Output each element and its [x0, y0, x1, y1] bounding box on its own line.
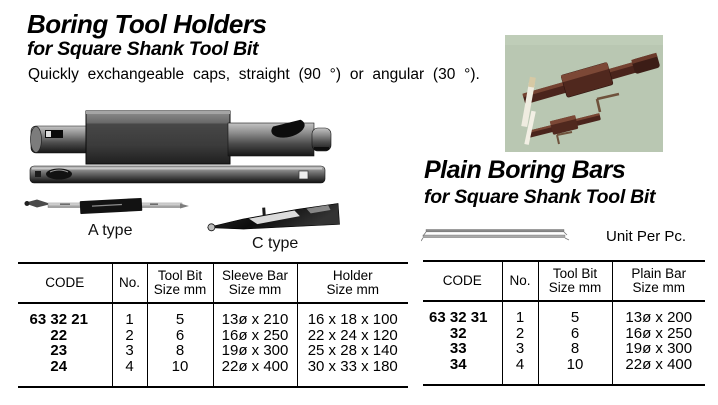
cell-plain-bar: 13ø x 200 — [612, 301, 705, 326]
col-header-line: Size mm — [548, 280, 602, 295]
plain-bars-title: Plain Boring Bars — [424, 156, 626, 184]
col-header-sleeve-bar — [213, 263, 297, 303]
col-header-line: Size mm — [228, 282, 282, 297]
plain-bars-drawing — [421, 226, 571, 244]
plain-bars-table — [423, 260, 705, 386]
col-header-line: Tool Bit — [552, 265, 598, 281]
product-photo-illustration — [505, 35, 663, 152]
cell-no: 1 — [112, 303, 147, 328]
unit-note: Unit Per Pc. — [606, 228, 687, 245]
cell-plain-bar: 22ø x 400 — [612, 357, 705, 386]
plain-bars-subtitle: for Square Shank Tool Bit — [424, 186, 656, 208]
table-row — [423, 301, 705, 326]
table-row — [18, 328, 408, 344]
cell-code: 63 32 31 — [429, 309, 488, 326]
cell-holder: 22 x 24 x 120 — [297, 328, 408, 344]
cell-tool-bit: 6 — [538, 326, 612, 342]
description-text: Quickly exchangeable caps, straight (90 °) or angular (30 °). — [28, 66, 480, 83]
table-row — [423, 357, 705, 386]
col-header-line: Size mm — [632, 280, 685, 295]
table-row — [423, 341, 705, 357]
table-row — [423, 326, 705, 342]
cell-no: 3 — [112, 343, 147, 359]
col-header-plain-bar — [612, 261, 705, 301]
col-header-no: No. — [112, 263, 147, 303]
a-type-label: A type — [88, 222, 133, 239]
col-header-tool-bit — [538, 261, 612, 301]
product-photo — [505, 35, 663, 152]
cell-sleeve-bar: 13ø x 210 — [213, 303, 297, 328]
col-header-code: CODE — [18, 263, 112, 303]
col-header-holder — [297, 263, 408, 303]
col-header-line: Sleeve Bar — [221, 267, 289, 283]
cell-code: 22 — [50, 326, 68, 344]
cell-code: 63 32 21 — [29, 311, 88, 328]
cell-no: 2 — [502, 326, 538, 342]
cell-no: 4 — [502, 357, 538, 386]
cell-plain-bar: 16ø x 250 — [612, 326, 705, 342]
c-type-label: C type — [252, 235, 299, 252]
cell-tool-bit: 5 — [538, 301, 612, 326]
col-header-no: No. — [502, 261, 538, 301]
cell-tool-bit: 6 — [147, 328, 213, 344]
cell-no: 4 — [112, 359, 147, 388]
cell-sleeve-bar: 19ø x 300 — [213, 343, 297, 359]
cell-plain-bar: 19ø x 300 — [612, 341, 705, 357]
boring-holders-table — [18, 262, 408, 388]
cell-code: 23 — [50, 342, 68, 359]
table-header-row — [423, 261, 705, 301]
cell-sleeve-bar: 22ø x 400 — [213, 359, 297, 388]
cell-no: 2 — [112, 328, 147, 344]
cell-holder: 25 x 28 x 140 — [297, 343, 408, 359]
cell-holder: 16 x 18 x 100 — [297, 303, 408, 328]
col-header-line: Size mm — [153, 282, 207, 297]
table-row — [18, 343, 408, 359]
col-header-line: Plain Bar — [631, 265, 687, 281]
cell-code: 34 — [449, 355, 467, 373]
cell-no: 3 — [502, 341, 538, 357]
cell-sleeve-bar: 16ø x 250 — [213, 328, 297, 344]
sleeve-bar-drawing — [28, 163, 328, 186]
cell-code: 32 — [449, 324, 467, 342]
cell-code: 24 — [50, 357, 68, 375]
cell-tool-bit: 8 — [538, 341, 612, 357]
cell-tool-bit: 5 — [147, 303, 213, 328]
col-header-tool-bit — [147, 263, 213, 303]
col-header-line: Holder — [332, 267, 373, 283]
a-type-drawing — [20, 194, 190, 221]
cell-tool-bit: 8 — [147, 343, 213, 359]
col-header-line: Tool Bit — [157, 267, 203, 283]
c-type-drawing — [203, 197, 343, 237]
table-row — [18, 359, 408, 388]
col-header-code: CODE — [423, 261, 502, 301]
cell-no: 1 — [502, 301, 538, 326]
page-subtitle: for Square Shank Tool Bit — [27, 38, 259, 60]
cell-holder: 30 x 33 x 180 — [297, 359, 408, 388]
col-header-line: Size mm — [326, 282, 379, 297]
cell-code: 33 — [449, 340, 467, 357]
table-header-row — [18, 263, 408, 303]
page-title: Boring Tool Holders — [27, 9, 267, 39]
cell-tool-bit: 10 — [147, 359, 213, 388]
cell-tool-bit: 10 — [538, 357, 612, 386]
boring-tool-holder-drawing — [28, 102, 333, 165]
table-row — [18, 303, 408, 328]
